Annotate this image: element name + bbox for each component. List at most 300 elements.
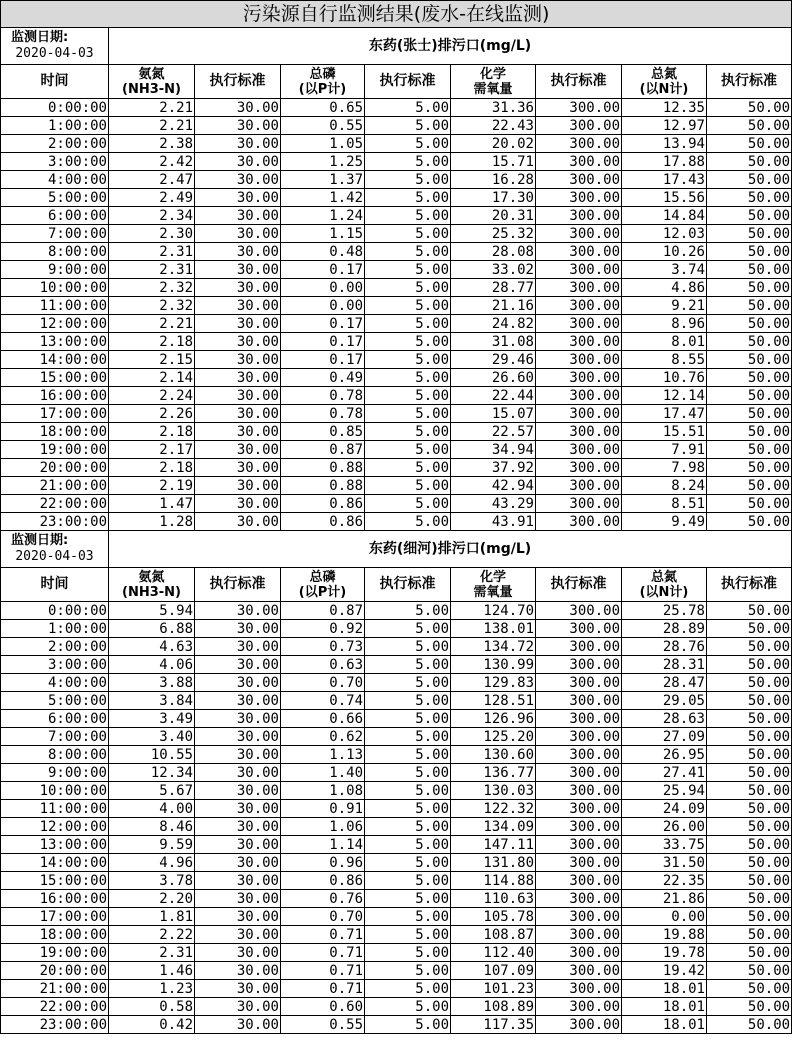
table-row — [1, 477, 792, 495]
cell-cod: 131.80 — [451, 854, 536, 872]
cell-tp-standard: 5.00 — [365, 602, 451, 620]
table-row — [1, 387, 792, 405]
cell-time: 19:00:00 — [1, 441, 109, 459]
cell-time: 2:00:00 — [1, 135, 109, 153]
cell-tn: 21.86 — [622, 890, 707, 908]
cell-tp: 0.17 — [281, 333, 365, 351]
cell-tn: 25.94 — [622, 782, 707, 800]
cell-nh3-standard: 30.00 — [195, 351, 281, 369]
cell-cod: 125.20 — [451, 728, 536, 746]
cell-time: 21:00:00 — [1, 477, 109, 495]
cell-tn: 15.51 — [622, 423, 707, 441]
header-tp-standard: 执行标准 — [365, 65, 451, 99]
cell-tn: 12.35 — [622, 99, 707, 117]
cell-tp-standard: 5.00 — [365, 800, 451, 818]
cell-nh3: 1.46 — [109, 962, 195, 980]
cell-tp-standard: 5.00 — [365, 656, 451, 674]
table-row — [1, 620, 792, 638]
cell-cod-standard: 300.00 — [536, 333, 622, 351]
cell-tp: 0.00 — [281, 297, 365, 315]
cell-nh3-standard: 30.00 — [195, 459, 281, 477]
cell-tn: 19.78 — [622, 944, 707, 962]
cell-cod-standard: 300.00 — [536, 117, 622, 135]
table-row — [1, 225, 792, 243]
cell-nh3-standard: 30.00 — [195, 441, 281, 459]
cell-nh3-standard: 30.00 — [195, 117, 281, 135]
header-tp: 总磷 (以P计) — [281, 65, 365, 99]
cell-nh3: 3.40 — [109, 728, 195, 746]
cell-time: 5:00:00 — [1, 692, 109, 710]
cell-time: 9:00:00 — [1, 764, 109, 782]
cell-tn: 28.31 — [622, 656, 707, 674]
cell-nh3-standard: 30.00 — [195, 99, 281, 117]
cell-time: 8:00:00 — [1, 243, 109, 261]
cell-tp: 0.86 — [281, 495, 365, 513]
cell-tp-standard: 5.00 — [365, 333, 451, 351]
cell-nh3-standard: 30.00 — [195, 944, 281, 962]
cell-tn-standard: 50.00 — [707, 153, 792, 171]
header-cod: 化学 需氧量 — [451, 568, 536, 602]
cell-cod-standard: 300.00 — [536, 962, 622, 980]
cell-tp: 1.08 — [281, 782, 365, 800]
cell-cod-standard: 300.00 — [536, 279, 622, 297]
header-cod-standard: 执行标准 — [536, 65, 622, 99]
cell-time: 10:00:00 — [1, 782, 109, 800]
cell-tn: 4.86 — [622, 279, 707, 297]
cell-tp: 1.25 — [281, 153, 365, 171]
cell-tn: 8.01 — [622, 333, 707, 351]
cell-tp: 0.87 — [281, 602, 365, 620]
cell-tp: 0.55 — [281, 1016, 365, 1034]
cell-tp: 0.96 — [281, 854, 365, 872]
cell-tn: 17.47 — [622, 405, 707, 423]
table-row — [1, 836, 792, 854]
cell-cod: 22.44 — [451, 387, 536, 405]
cell-nh3: 12.34 — [109, 764, 195, 782]
cell-nh3: 3.84 — [109, 692, 195, 710]
cell-cod-standard: 300.00 — [536, 495, 622, 513]
cell-nh3: 0.58 — [109, 998, 195, 1016]
cell-nh3-standard: 30.00 — [195, 980, 281, 998]
cell-time: 6:00:00 — [1, 207, 109, 225]
cell-nh3: 2.24 — [109, 387, 195, 405]
cell-cod-standard: 300.00 — [536, 944, 622, 962]
cell-time: 1:00:00 — [1, 620, 109, 638]
cell-nh3: 8.46 — [109, 818, 195, 836]
cell-time: 9:00:00 — [1, 261, 109, 279]
cell-cod: 17.30 — [451, 189, 536, 207]
cell-cod: 126.96 — [451, 710, 536, 728]
table-row — [1, 1016, 792, 1034]
cell-nh3: 1.28 — [109, 513, 195, 531]
cell-tn-standard: 50.00 — [707, 764, 792, 782]
cell-cod: 124.70 — [451, 602, 536, 620]
cell-tp: 0.71 — [281, 944, 365, 962]
cell-cod: 20.31 — [451, 207, 536, 225]
cell-cod-standard: 300.00 — [536, 351, 622, 369]
cell-cod-standard: 300.00 — [536, 459, 622, 477]
cell-cod-standard: 300.00 — [536, 656, 622, 674]
cell-tn-standard: 50.00 — [707, 998, 792, 1016]
cell-tn: 24.09 — [622, 800, 707, 818]
cell-cod: 134.72 — [451, 638, 536, 656]
cell-cod-standard: 300.00 — [536, 189, 622, 207]
cell-nh3-standard: 30.00 — [195, 710, 281, 728]
cell-nh3-standard: 30.00 — [195, 926, 281, 944]
cell-time: 18:00:00 — [1, 926, 109, 944]
cell-tp-standard: 5.00 — [365, 998, 451, 1016]
cell-nh3: 2.15 — [109, 351, 195, 369]
table-row — [1, 638, 792, 656]
cell-tn: 27.09 — [622, 728, 707, 746]
cell-nh3: 2.42 — [109, 153, 195, 171]
cell-tp: 0.71 — [281, 926, 365, 944]
cell-tn-standard: 50.00 — [707, 99, 792, 117]
cell-nh3: 5.67 — [109, 782, 195, 800]
cell-nh3: 4.06 — [109, 656, 195, 674]
cell-tn-standard: 50.00 — [707, 207, 792, 225]
cell-nh3-standard: 30.00 — [195, 836, 281, 854]
cell-time: 21:00:00 — [1, 980, 109, 998]
cell-tn-standard: 50.00 — [707, 782, 792, 800]
cell-tp-standard: 5.00 — [365, 135, 451, 153]
cell-tn-standard: 50.00 — [707, 944, 792, 962]
cell-tn-standard: 50.00 — [707, 1016, 792, 1034]
cell-tn: 25.78 — [622, 602, 707, 620]
cell-tp: 0.76 — [281, 890, 365, 908]
cell-nh3: 2.21 — [109, 315, 195, 333]
cell-cod: 117.35 — [451, 1016, 536, 1034]
cell-nh3: 2.14 — [109, 369, 195, 387]
cell-cod-standard: 300.00 — [536, 854, 622, 872]
cell-nh3-standard: 30.00 — [195, 854, 281, 872]
cell-nh3-standard: 30.00 — [195, 207, 281, 225]
cell-cod-standard: 300.00 — [536, 477, 622, 495]
cell-tp: 0.92 — [281, 620, 365, 638]
cell-nh3-standard: 30.00 — [195, 1016, 281, 1034]
cell-tp-standard: 5.00 — [365, 261, 451, 279]
cell-cod: 130.60 — [451, 746, 536, 764]
cell-nh3: 2.31 — [109, 944, 195, 962]
cell-tp-standard: 5.00 — [365, 423, 451, 441]
cell-tp-standard: 5.00 — [365, 171, 451, 189]
cell-nh3: 2.31 — [109, 261, 195, 279]
cell-cod: 130.99 — [451, 656, 536, 674]
cell-nh3: 1.23 — [109, 980, 195, 998]
cell-time: 22:00:00 — [1, 495, 109, 513]
cell-nh3: 0.42 — [109, 1016, 195, 1034]
cell-cod-standard: 300.00 — [536, 602, 622, 620]
cell-nh3-standard: 30.00 — [195, 261, 281, 279]
cell-tp-standard: 5.00 — [365, 764, 451, 782]
cell-tn-standard: 50.00 — [707, 980, 792, 998]
header-tn-standard: 执行标准 — [707, 568, 792, 602]
cell-tn: 18.01 — [622, 1016, 707, 1034]
cell-tn: 3.74 — [622, 261, 707, 279]
cell-nh3: 2.19 — [109, 477, 195, 495]
cell-tp-standard: 5.00 — [365, 387, 451, 405]
cell-tn-standard: 50.00 — [707, 926, 792, 944]
cell-tn-standard: 50.00 — [707, 602, 792, 620]
cell-tn-standard: 50.00 — [707, 279, 792, 297]
cell-nh3-standard: 30.00 — [195, 495, 281, 513]
cell-tn: 28.76 — [622, 638, 707, 656]
cell-tp-standard: 5.00 — [365, 297, 451, 315]
table-row — [1, 171, 792, 189]
cell-cod: 136.77 — [451, 764, 536, 782]
cell-tn-standard: 50.00 — [707, 333, 792, 351]
cell-time: 6:00:00 — [1, 710, 109, 728]
cell-tn: 8.96 — [622, 315, 707, 333]
cell-time: 15:00:00 — [1, 369, 109, 387]
cell-tn-standard: 50.00 — [707, 908, 792, 926]
cell-tn-standard: 50.00 — [707, 710, 792, 728]
cell-nh3-standard: 30.00 — [195, 728, 281, 746]
cell-tp-standard: 5.00 — [365, 710, 451, 728]
cell-nh3: 1.81 — [109, 908, 195, 926]
cell-tn-standard: 50.00 — [707, 620, 792, 638]
cell-cod: 130.03 — [451, 782, 536, 800]
outlet-title: 东药(细河)排污口(mg/L) — [109, 531, 792, 568]
cell-cod-standard: 300.00 — [536, 369, 622, 387]
cell-tn-standard: 50.00 — [707, 459, 792, 477]
cell-cod-standard: 300.00 — [536, 1016, 622, 1034]
table-row — [1, 243, 792, 261]
cell-tp-standard: 5.00 — [365, 117, 451, 135]
cell-tp-standard: 5.00 — [365, 836, 451, 854]
cell-tn: 33.75 — [622, 836, 707, 854]
cell-cod: 31.36 — [451, 99, 536, 117]
cell-tn-standard: 50.00 — [707, 225, 792, 243]
table-row — [1, 962, 792, 980]
header-tp-standard: 执行标准 — [365, 568, 451, 602]
monitoring-date: 2020-04-03 — [15, 549, 94, 564]
cell-time: 7:00:00 — [1, 728, 109, 746]
cell-nh3: 2.18 — [109, 333, 195, 351]
cell-nh3: 10.55 — [109, 746, 195, 764]
cell-cod: 24.82 — [451, 315, 536, 333]
cell-tn-standard: 50.00 — [707, 135, 792, 153]
cell-time: 17:00:00 — [1, 405, 109, 423]
cell-tp-standard: 5.00 — [365, 926, 451, 944]
cell-tp: 0.78 — [281, 405, 365, 423]
cell-tp: 0.74 — [281, 692, 365, 710]
cell-tp-standard: 5.00 — [365, 638, 451, 656]
cell-time: 4:00:00 — [1, 674, 109, 692]
cell-cod-standard: 300.00 — [536, 513, 622, 531]
cell-time: 10:00:00 — [1, 279, 109, 297]
cell-nh3-standard: 30.00 — [195, 656, 281, 674]
cell-cod: 114.88 — [451, 872, 536, 890]
cell-tp-standard: 5.00 — [365, 692, 451, 710]
cell-tp: 0.91 — [281, 800, 365, 818]
cell-nh3-standard: 30.00 — [195, 746, 281, 764]
cell-time: 20:00:00 — [1, 962, 109, 980]
cell-cod: 20.02 — [451, 135, 536, 153]
cell-tn: 28.63 — [622, 710, 707, 728]
cell-tp: 0.86 — [281, 872, 365, 890]
cell-nh3: 2.21 — [109, 117, 195, 135]
table-row — [1, 710, 792, 728]
cell-cod: 33.02 — [451, 261, 536, 279]
cell-cod-standard: 300.00 — [536, 980, 622, 998]
cell-cod: 134.09 — [451, 818, 536, 836]
cell-nh3: 6.88 — [109, 620, 195, 638]
cell-cod-standard: 300.00 — [536, 225, 622, 243]
cell-cod: 29.46 — [451, 351, 536, 369]
cell-tp: 0.65 — [281, 99, 365, 117]
column-header-row — [1, 568, 792, 602]
cell-nh3: 2.18 — [109, 459, 195, 477]
cell-tn: 8.55 — [622, 351, 707, 369]
table-row — [1, 926, 792, 944]
cell-nh3: 2.21 — [109, 99, 195, 117]
cell-time: 7:00:00 — [1, 225, 109, 243]
cell-tn-standard: 50.00 — [707, 495, 792, 513]
cell-tn: 10.76 — [622, 369, 707, 387]
table-row — [1, 513, 792, 531]
cell-nh3-standard: 30.00 — [195, 405, 281, 423]
cell-cod: 34.94 — [451, 441, 536, 459]
table-row — [1, 656, 792, 674]
table-row — [1, 297, 792, 315]
cell-cod-standard: 300.00 — [536, 423, 622, 441]
cell-tn: 9.49 — [622, 513, 707, 531]
cell-tn: 18.01 — [622, 998, 707, 1016]
cell-tp: 1.13 — [281, 746, 365, 764]
cell-tn-standard: 50.00 — [707, 387, 792, 405]
cell-nh3-standard: 30.00 — [195, 800, 281, 818]
cell-tn: 15.56 — [622, 189, 707, 207]
cell-cod: 22.57 — [451, 423, 536, 441]
cell-tn-standard: 50.00 — [707, 836, 792, 854]
cell-tn-standard: 50.00 — [707, 692, 792, 710]
cell-cod: 42.94 — [451, 477, 536, 495]
table-row — [1, 423, 792, 441]
cell-cod: 112.40 — [451, 944, 536, 962]
cell-tn-standard: 50.00 — [707, 746, 792, 764]
header-cod: 化学 需氧量 — [451, 65, 536, 99]
table-row — [1, 944, 792, 962]
cell-tp: 0.87 — [281, 441, 365, 459]
cell-nh3: 5.94 — [109, 602, 195, 620]
cell-nh3: 4.96 — [109, 854, 195, 872]
cell-tp: 0.78 — [281, 387, 365, 405]
cell-nh3-standard: 30.00 — [195, 153, 281, 171]
cell-tp-standard: 5.00 — [365, 369, 451, 387]
cell-cod: 21.16 — [451, 297, 536, 315]
cell-tp-standard: 5.00 — [365, 908, 451, 926]
cell-tp-standard: 5.00 — [365, 441, 451, 459]
cell-nh3-standard: 30.00 — [195, 962, 281, 980]
cell-tn-standard: 50.00 — [707, 423, 792, 441]
cell-tn-standard: 50.00 — [707, 369, 792, 387]
cell-tn-standard: 50.00 — [707, 872, 792, 890]
cell-cod: 110.63 — [451, 890, 536, 908]
cell-time: 23:00:00 — [1, 1016, 109, 1034]
table-row — [1, 351, 792, 369]
cell-tn: 13.94 — [622, 135, 707, 153]
header-nh3-standard: 执行标准 — [195, 568, 281, 602]
cell-tn-standard: 50.00 — [707, 261, 792, 279]
cell-cod-standard: 300.00 — [536, 315, 622, 333]
cell-tp: 0.85 — [281, 423, 365, 441]
cell-tn: 26.00 — [622, 818, 707, 836]
cell-cod: 22.43 — [451, 117, 536, 135]
cell-nh3: 2.49 — [109, 189, 195, 207]
cell-cod-standard: 300.00 — [536, 692, 622, 710]
cell-nh3-standard: 30.00 — [195, 818, 281, 836]
cell-cod-standard: 300.00 — [536, 99, 622, 117]
cell-cod-standard: 300.00 — [536, 836, 622, 854]
cell-tp: 0.73 — [281, 638, 365, 656]
cell-cod: 16.28 — [451, 171, 536, 189]
monitoring-date-label: 监测日期: — [11, 533, 69, 548]
table-row — [1, 405, 792, 423]
cell-cod-standard: 300.00 — [536, 674, 622, 692]
cell-nh3-standard: 30.00 — [195, 387, 281, 405]
cell-tn: 28.89 — [622, 620, 707, 638]
header-cod-standard: 执行标准 — [536, 568, 622, 602]
cell-nh3-standard: 30.00 — [195, 692, 281, 710]
cell-tp-standard: 5.00 — [365, 513, 451, 531]
cell-nh3: 4.00 — [109, 800, 195, 818]
cell-nh3: 9.59 — [109, 836, 195, 854]
cell-cod: 108.87 — [451, 926, 536, 944]
cell-nh3-standard: 30.00 — [195, 279, 281, 297]
cell-nh3: 2.47 — [109, 171, 195, 189]
cell-tn: 19.42 — [622, 962, 707, 980]
cell-tp-standard: 5.00 — [365, 243, 451, 261]
cell-tp: 0.88 — [281, 459, 365, 477]
cell-tn: 0.00 — [622, 908, 707, 926]
cell-tp: 0.55 — [281, 117, 365, 135]
cell-cod-standard: 300.00 — [536, 746, 622, 764]
report-title: 污染源自行监测结果(废水-在线监测) — [1, 1, 792, 28]
table-row — [1, 602, 792, 620]
monitoring-date-cell — [1, 28, 109, 65]
cell-tn: 26.95 — [622, 746, 707, 764]
cell-nh3-standard: 30.00 — [195, 890, 281, 908]
cell-nh3-standard: 30.00 — [195, 674, 281, 692]
cell-tn: 12.14 — [622, 387, 707, 405]
cell-cod: 147.11 — [451, 836, 536, 854]
cell-time: 13:00:00 — [1, 836, 109, 854]
cell-tp-standard: 5.00 — [365, 854, 451, 872]
cell-tn-standard: 50.00 — [707, 117, 792, 135]
cell-time: 23:00:00 — [1, 513, 109, 531]
cell-nh3: 2.17 — [109, 441, 195, 459]
table-row — [1, 315, 792, 333]
cell-tn-standard: 50.00 — [707, 297, 792, 315]
cell-cod-standard: 300.00 — [536, 441, 622, 459]
cell-tn: 28.47 — [622, 674, 707, 692]
cell-tp-standard: 5.00 — [365, 153, 451, 171]
cell-cod: 101.23 — [451, 980, 536, 998]
cell-tn-standard: 50.00 — [707, 315, 792, 333]
cell-tn-standard: 50.00 — [707, 243, 792, 261]
table-row — [1, 908, 792, 926]
cell-time: 0:00:00 — [1, 99, 109, 117]
cell-tn: 8.24 — [622, 477, 707, 495]
table-row — [1, 153, 792, 171]
cell-cod-standard: 300.00 — [536, 890, 622, 908]
cell-tp-standard: 5.00 — [365, 728, 451, 746]
cell-tp-standard: 5.00 — [365, 962, 451, 980]
cell-cod-standard: 300.00 — [536, 818, 622, 836]
cell-tp-standard: 5.00 — [365, 620, 451, 638]
table-row — [1, 746, 792, 764]
